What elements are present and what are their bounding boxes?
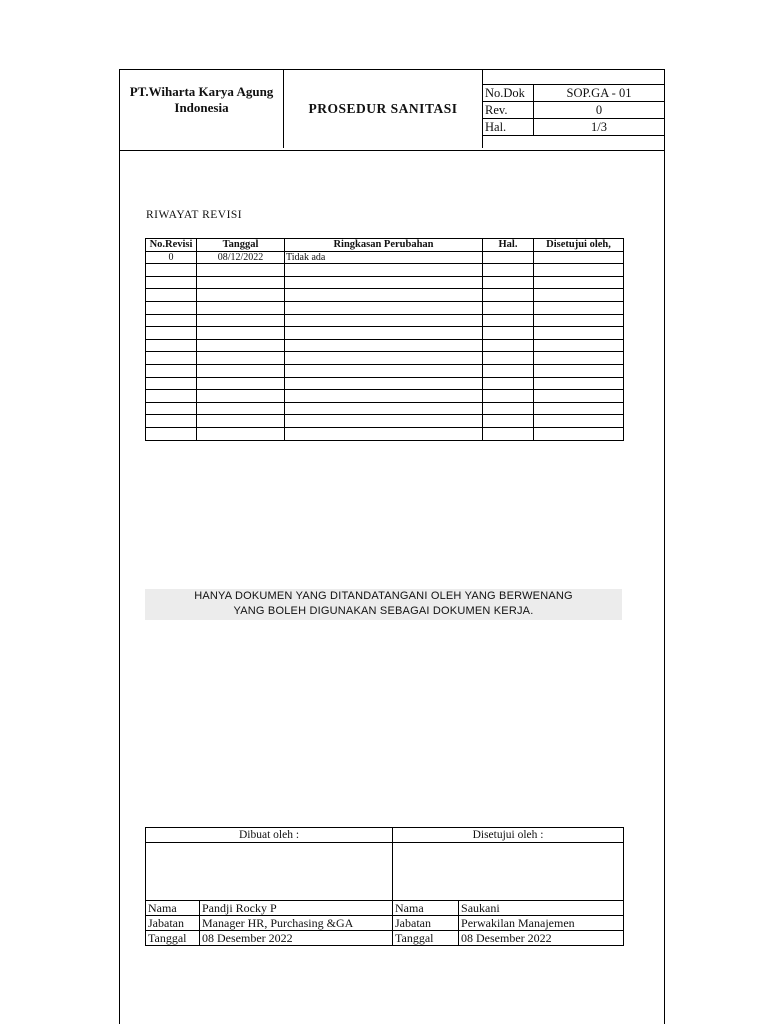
signature-row-name: [146, 901, 624, 916]
label-tanggal: Tanggal: [146, 931, 200, 946]
meta-value: 1/3: [591, 120, 607, 134]
rev-approver-cell: [534, 289, 624, 302]
company-line-1: PT.Wiharta Karya Agung: [129, 84, 274, 99]
table-row: [146, 390, 624, 403]
table-row: [146, 276, 624, 289]
approved-position: Perwakilan Manajemen: [459, 916, 624, 931]
rev-page-cell: [483, 377, 534, 390]
meta-value: 0: [595, 103, 603, 117]
rev-page-cell: [483, 327, 534, 340]
label-nama: Nama: [146, 901, 200, 916]
rev-no-cell: [146, 339, 197, 352]
rev-approver-cell: [534, 301, 624, 314]
table-row: [146, 377, 624, 390]
rev-approver-cell: [534, 339, 624, 352]
rev-no-cell: [146, 314, 197, 327]
rev-summary-cell: [285, 402, 483, 415]
rev-summary-cell: [285, 327, 483, 340]
rev-summary-cell: [285, 364, 483, 377]
document-page: [119, 69, 665, 1024]
rev-summary-cell: [285, 339, 483, 352]
prepared-signature-area: [146, 843, 393, 901]
rev-summary-cell: [285, 427, 483, 440]
col-no-revisi: No.Revisi: [146, 239, 197, 252]
rev-page-cell: [483, 264, 534, 277]
label-jabatan: Jabatan: [393, 916, 459, 931]
table-row: [146, 427, 624, 440]
approved-name: Saukani: [459, 901, 624, 916]
table-row: [146, 327, 624, 340]
meta-key: Rev.: [483, 102, 534, 118]
authorization-notice: [145, 589, 622, 620]
revision-history-title: RIWAYAT REVISI: [146, 209, 243, 221]
table-row: [146, 415, 624, 428]
meta-key: Hal.: [483, 119, 534, 135]
rev-no-cell: [146, 352, 197, 365]
table-row: [146, 352, 624, 365]
rev-page-cell: [483, 289, 534, 302]
notice-line-2: YANG BOLEH DIGUNAKAN SEBAGAI DOKUMEN KERJA.: [233, 605, 534, 617]
rev-approver-cell: [534, 415, 624, 428]
document-header: [120, 70, 664, 151]
rev-summary-cell: [285, 289, 483, 302]
revision-table: [145, 238, 624, 441]
rev-page-cell: [483, 364, 534, 377]
col-hal: Hal.: [483, 239, 534, 252]
label-jabatan: Jabatan: [146, 916, 200, 931]
document-title: PROSEDUR SANITASI: [284, 70, 483, 148]
table-row: [146, 314, 624, 327]
rev-page-cell: [483, 314, 534, 327]
rev-no-cell: [146, 377, 197, 390]
prepared-position: Manager HR, Purchasing &GA: [200, 916, 393, 931]
notice-line-1: HANYA DOKUMEN YANG DITANDATANGANI OLEH YANG BERWENANG: [194, 590, 573, 602]
rev-date-cell: [197, 264, 285, 277]
col-disetujui: Disetujui oleh,: [534, 239, 624, 252]
col-ringkasan: Ringkasan Perubahan: [285, 239, 483, 252]
label-tanggal: Tanggal: [393, 931, 459, 946]
rev-date-cell: [197, 276, 285, 289]
rev-date-cell: [197, 301, 285, 314]
rev-no-cell: [146, 327, 197, 340]
company-name: [120, 70, 284, 148]
approved-date: 08 Desember 2022: [459, 931, 624, 946]
rev-date-cell: [197, 377, 285, 390]
meta-row-doc-no: [483, 85, 664, 102]
rev-page-cell: [483, 427, 534, 440]
rev-page-cell: [483, 251, 534, 264]
signature-space-row: [146, 843, 624, 901]
rev-page-cell: [483, 402, 534, 415]
approved-signature-area: [393, 843, 624, 901]
prepared-date: 08 Desember 2022: [200, 931, 393, 946]
rev-approver-cell: [534, 314, 624, 327]
rev-no-cell: [146, 264, 197, 277]
rev-approver-cell: [534, 251, 624, 264]
rev-page-cell: [483, 339, 534, 352]
rev-summary-cell: [285, 377, 483, 390]
rev-date-cell: [197, 427, 285, 440]
document-meta: [483, 70, 664, 148]
rev-date-cell: [197, 314, 285, 327]
rev-date-cell: [197, 402, 285, 415]
rev-no-cell: [146, 289, 197, 302]
signature-table: [145, 827, 624, 946]
rev-date-cell: [197, 289, 285, 302]
table-row: [146, 402, 624, 415]
rev-summary-cell: [285, 301, 483, 314]
rev-no-cell: [146, 390, 197, 403]
meta-value: SOP.GA - 01: [566, 86, 632, 100]
label-nama: Nama: [393, 901, 459, 916]
rev-page-cell: [483, 352, 534, 365]
rev-approver-cell: [534, 276, 624, 289]
prepared-name: Pandji Rocky P: [200, 901, 393, 916]
col-tanggal: Tanggal: [197, 239, 285, 252]
rev-no-cell: [146, 427, 197, 440]
meta-spacer: [483, 70, 664, 85]
rev-date-cell: 08/12/2022: [197, 251, 285, 264]
rev-approver-cell: [534, 390, 624, 403]
rev-no-cell: [146, 301, 197, 314]
rev-summary-cell: [285, 390, 483, 403]
approved-by-label: Disetujui oleh :: [393, 828, 624, 843]
rev-approver-cell: [534, 402, 624, 415]
rev-summary-cell: [285, 352, 483, 365]
rev-page-cell: [483, 415, 534, 428]
table-row: [146, 364, 624, 377]
rev-summary-cell: [285, 276, 483, 289]
rev-no-cell: [146, 276, 197, 289]
meta-row-rev: [483, 102, 664, 119]
company-line-2: Indonesia: [174, 100, 229, 115]
rev-date-cell: [197, 415, 285, 428]
signature-row-date: [146, 931, 624, 946]
table-row: [146, 289, 624, 302]
rev-page-cell: [483, 276, 534, 289]
rev-page-cell: [483, 301, 534, 314]
meta-key: No.Dok: [483, 85, 534, 101]
rev-summary-cell: [285, 314, 483, 327]
rev-summary-cell: [285, 415, 483, 428]
rev-date-cell: [197, 327, 285, 340]
table-row: [146, 264, 624, 277]
table-row: [146, 251, 624, 264]
rev-no-cell: 0: [146, 251, 197, 264]
meta-row-page: [483, 119, 664, 136]
rev-summary-cell: Tidak ada: [285, 251, 483, 264]
rev-approver-cell: [534, 327, 624, 340]
table-row: [146, 339, 624, 352]
rev-approver-cell: [534, 364, 624, 377]
rev-page-cell: [483, 390, 534, 403]
rev-date-cell: [197, 364, 285, 377]
rev-approver-cell: [534, 427, 624, 440]
rev-approver-cell: [534, 352, 624, 365]
signature-head-row: [146, 828, 624, 843]
rev-approver-cell: [534, 264, 624, 277]
revision-header-row: [146, 239, 624, 252]
rev-date-cell: [197, 352, 285, 365]
rev-approver-cell: [534, 377, 624, 390]
rev-no-cell: [146, 364, 197, 377]
rev-date-cell: [197, 339, 285, 352]
rev-summary-cell: [285, 264, 483, 277]
rev-no-cell: [146, 402, 197, 415]
rev-date-cell: [197, 390, 285, 403]
table-row: [146, 301, 624, 314]
prepared-by-label: Dibuat oleh :: [146, 828, 393, 843]
rev-no-cell: [146, 415, 197, 428]
signature-row-position: [146, 916, 624, 931]
